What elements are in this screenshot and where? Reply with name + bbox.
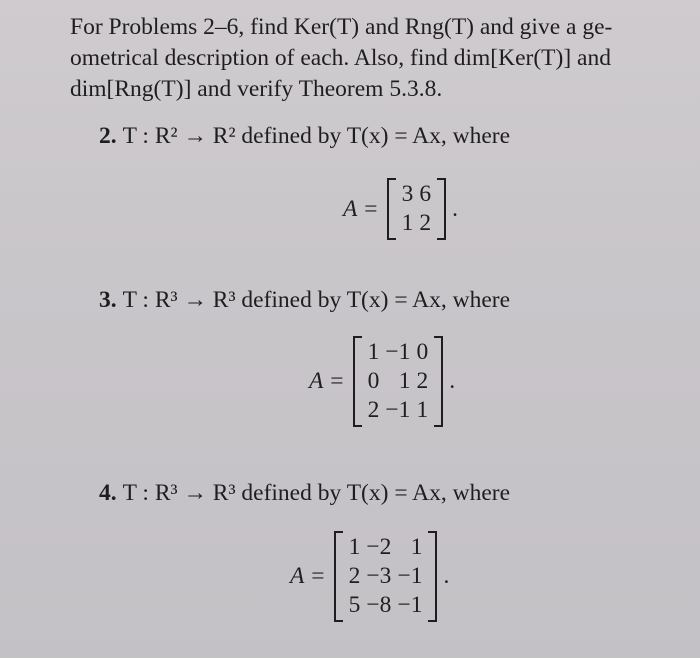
matrix-label: A = xyxy=(309,368,345,394)
problem-number: 2. xyxy=(99,123,117,149)
problem-number: 4. xyxy=(99,480,117,506)
matrix-cell: 2 xyxy=(419,210,432,236)
matrix-cell: 5 xyxy=(348,592,361,618)
problem-4-matrix xyxy=(290,531,449,622)
left-bracket xyxy=(334,531,343,622)
matrix-period: . xyxy=(452,195,459,222)
problem-text: T : R³ → R³ defined by T(x) = Ax, where xyxy=(122,287,511,313)
problem-2-matrix xyxy=(343,178,458,240)
matrix-cell: −8 xyxy=(366,592,392,618)
instructions-paragraph xyxy=(70,12,682,105)
problem-text: T : R³ → R³ defined by T(x) = Ax, where xyxy=(122,480,511,506)
left-bracket xyxy=(353,336,362,427)
matrix-cell: 1 xyxy=(410,534,423,560)
matrix-cell: 1 xyxy=(398,368,411,394)
matrix-cell: −2 xyxy=(366,534,392,560)
problem-4-statement xyxy=(99,478,510,508)
matrix-cell: 2 xyxy=(367,397,380,423)
matrix-entries xyxy=(362,336,435,427)
matrix-cell: −1 xyxy=(397,563,423,589)
matrix-cell: −1 xyxy=(385,339,411,365)
problem-2-statement xyxy=(99,121,510,151)
matrix-label: A = xyxy=(343,195,379,222)
instructions-line-1: For Problems 2–6, find Ker(T) and Rng(T) and give a ge- xyxy=(70,14,613,40)
problem-3-statement xyxy=(99,285,510,315)
left-bracket xyxy=(387,178,396,240)
matrix-cell: 1 xyxy=(401,210,414,236)
matrix-period: . xyxy=(443,563,450,589)
matrix-cell: 2 xyxy=(416,368,429,394)
problem-number: 3. xyxy=(99,287,117,313)
right-bracket xyxy=(437,178,446,240)
problem-3-matrix xyxy=(309,336,455,427)
instructions-line-2: ometrical description of each. Also, find dim[Ker(T)] and xyxy=(70,45,611,71)
matrix-entries xyxy=(343,531,429,622)
matrix-cell: 6 xyxy=(419,181,432,207)
problem-text: T : R² → R² defined by T(x) = Ax, where xyxy=(122,123,511,149)
matrix-cell: 0 xyxy=(416,339,429,365)
matrix-label: A = xyxy=(290,563,326,589)
matrix-cell: 1 xyxy=(348,534,361,560)
matrix-cell: 2 xyxy=(348,563,361,589)
right-bracket xyxy=(434,336,443,427)
matrix-cell: 1 xyxy=(367,339,380,365)
matrix-cell: −1 xyxy=(385,397,411,423)
matrix-cell: 3 xyxy=(401,181,414,207)
instructions-line-3: dim[Rng(T)] and verify Theorem 5.3.8. xyxy=(70,76,443,102)
matrix-entries xyxy=(396,178,438,240)
matrix-cell: −1 xyxy=(397,592,423,618)
right-bracket xyxy=(428,531,437,622)
matrix-cell: 1 xyxy=(416,397,429,423)
matrix-cell: −3 xyxy=(366,563,392,589)
matrix-cell: 0 xyxy=(367,368,380,394)
matrix-period: . xyxy=(449,368,456,394)
